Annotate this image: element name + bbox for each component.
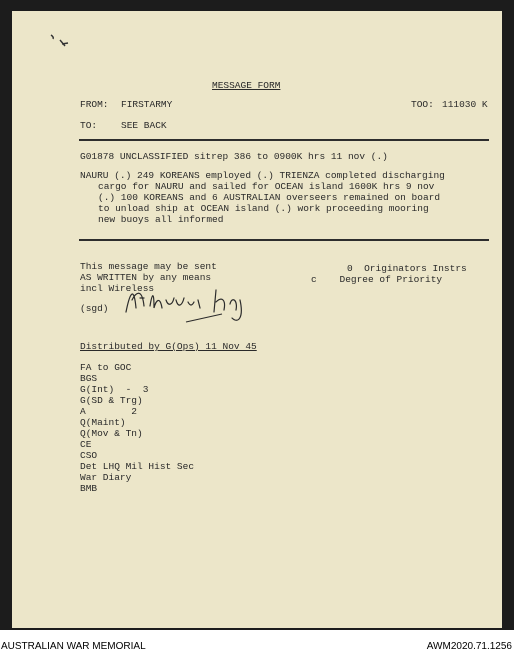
ink-smudge-icon	[48, 32, 72, 52]
too-value: 111030 K	[442, 99, 488, 110]
distribution-item: CE	[80, 439, 92, 450]
message-line: to unload ship at OCEAN island (.) work proceeding mooring	[98, 203, 429, 214]
distribution-item: Q(Mov & Tn)	[80, 428, 143, 439]
middle-rule	[79, 239, 489, 241]
message-line: cargo for NAURU and sailed for OCEAN island 1600K hrs 9 nov	[98, 181, 435, 192]
footer-accession-number: AWM2020.71.1256	[426, 641, 512, 652]
degree-of-priority: c Degree of Priority	[311, 274, 443, 285]
message-line: new buoys all informed	[98, 214, 224, 225]
instruction-line: AS WRITTEN by any means	[80, 272, 212, 283]
form-title: MESSAGE FORM	[212, 80, 281, 91]
footer-institution: AUSTRALIAN WAR MEMORIAL	[1, 641, 146, 652]
instruction-line: This message may be sent	[80, 261, 217, 272]
distribution-heading: Distributed by G(Ops) 11 Nov 45	[80, 341, 257, 352]
distribution-item: Q(Maint)	[80, 417, 126, 428]
to-label: TO:	[80, 120, 98, 131]
handwritten-signature-icon	[120, 278, 260, 326]
instruction-line: incl Wireless	[80, 283, 155, 294]
distribution-item: War Diary	[80, 472, 132, 483]
top-rule	[79, 139, 489, 141]
distribution-item: A 2	[80, 406, 138, 417]
from-value: FIRSTARMY	[121, 99, 173, 110]
distribution-item: Det LHQ Mil Hist Sec	[80, 461, 195, 472]
message-header-line: G01878 UNCLASSIFIED sitrep 386 to 0900K hrs 11 nov (.)	[80, 151, 388, 162]
distribution-item: FA to GOC	[80, 362, 132, 373]
to-value: SEE BACK	[121, 120, 167, 131]
distribution-item: G(Int) - 3	[80, 384, 149, 395]
distribution-item: CSO	[80, 450, 98, 461]
message-line: NAURU (.) 249 KOREANS employed (.) TRIENZA completed discharging	[80, 170, 445, 181]
from-label: FROM:	[80, 99, 109, 110]
distribution-item: BGS	[80, 373, 98, 384]
message-line: (.) 100 KOREANS and 6 AUSTRALIAN overseers remained on board	[98, 192, 441, 203]
distribution-item: BMB	[80, 483, 98, 494]
footer-bar	[0, 630, 514, 653]
originators-instrs: 0 Originators Instrs	[347, 263, 467, 274]
sgd-label: (sgd)	[80, 303, 109, 314]
distribution-item: G(SD & Trg)	[80, 395, 143, 406]
too-label: TOO:	[411, 99, 434, 110]
